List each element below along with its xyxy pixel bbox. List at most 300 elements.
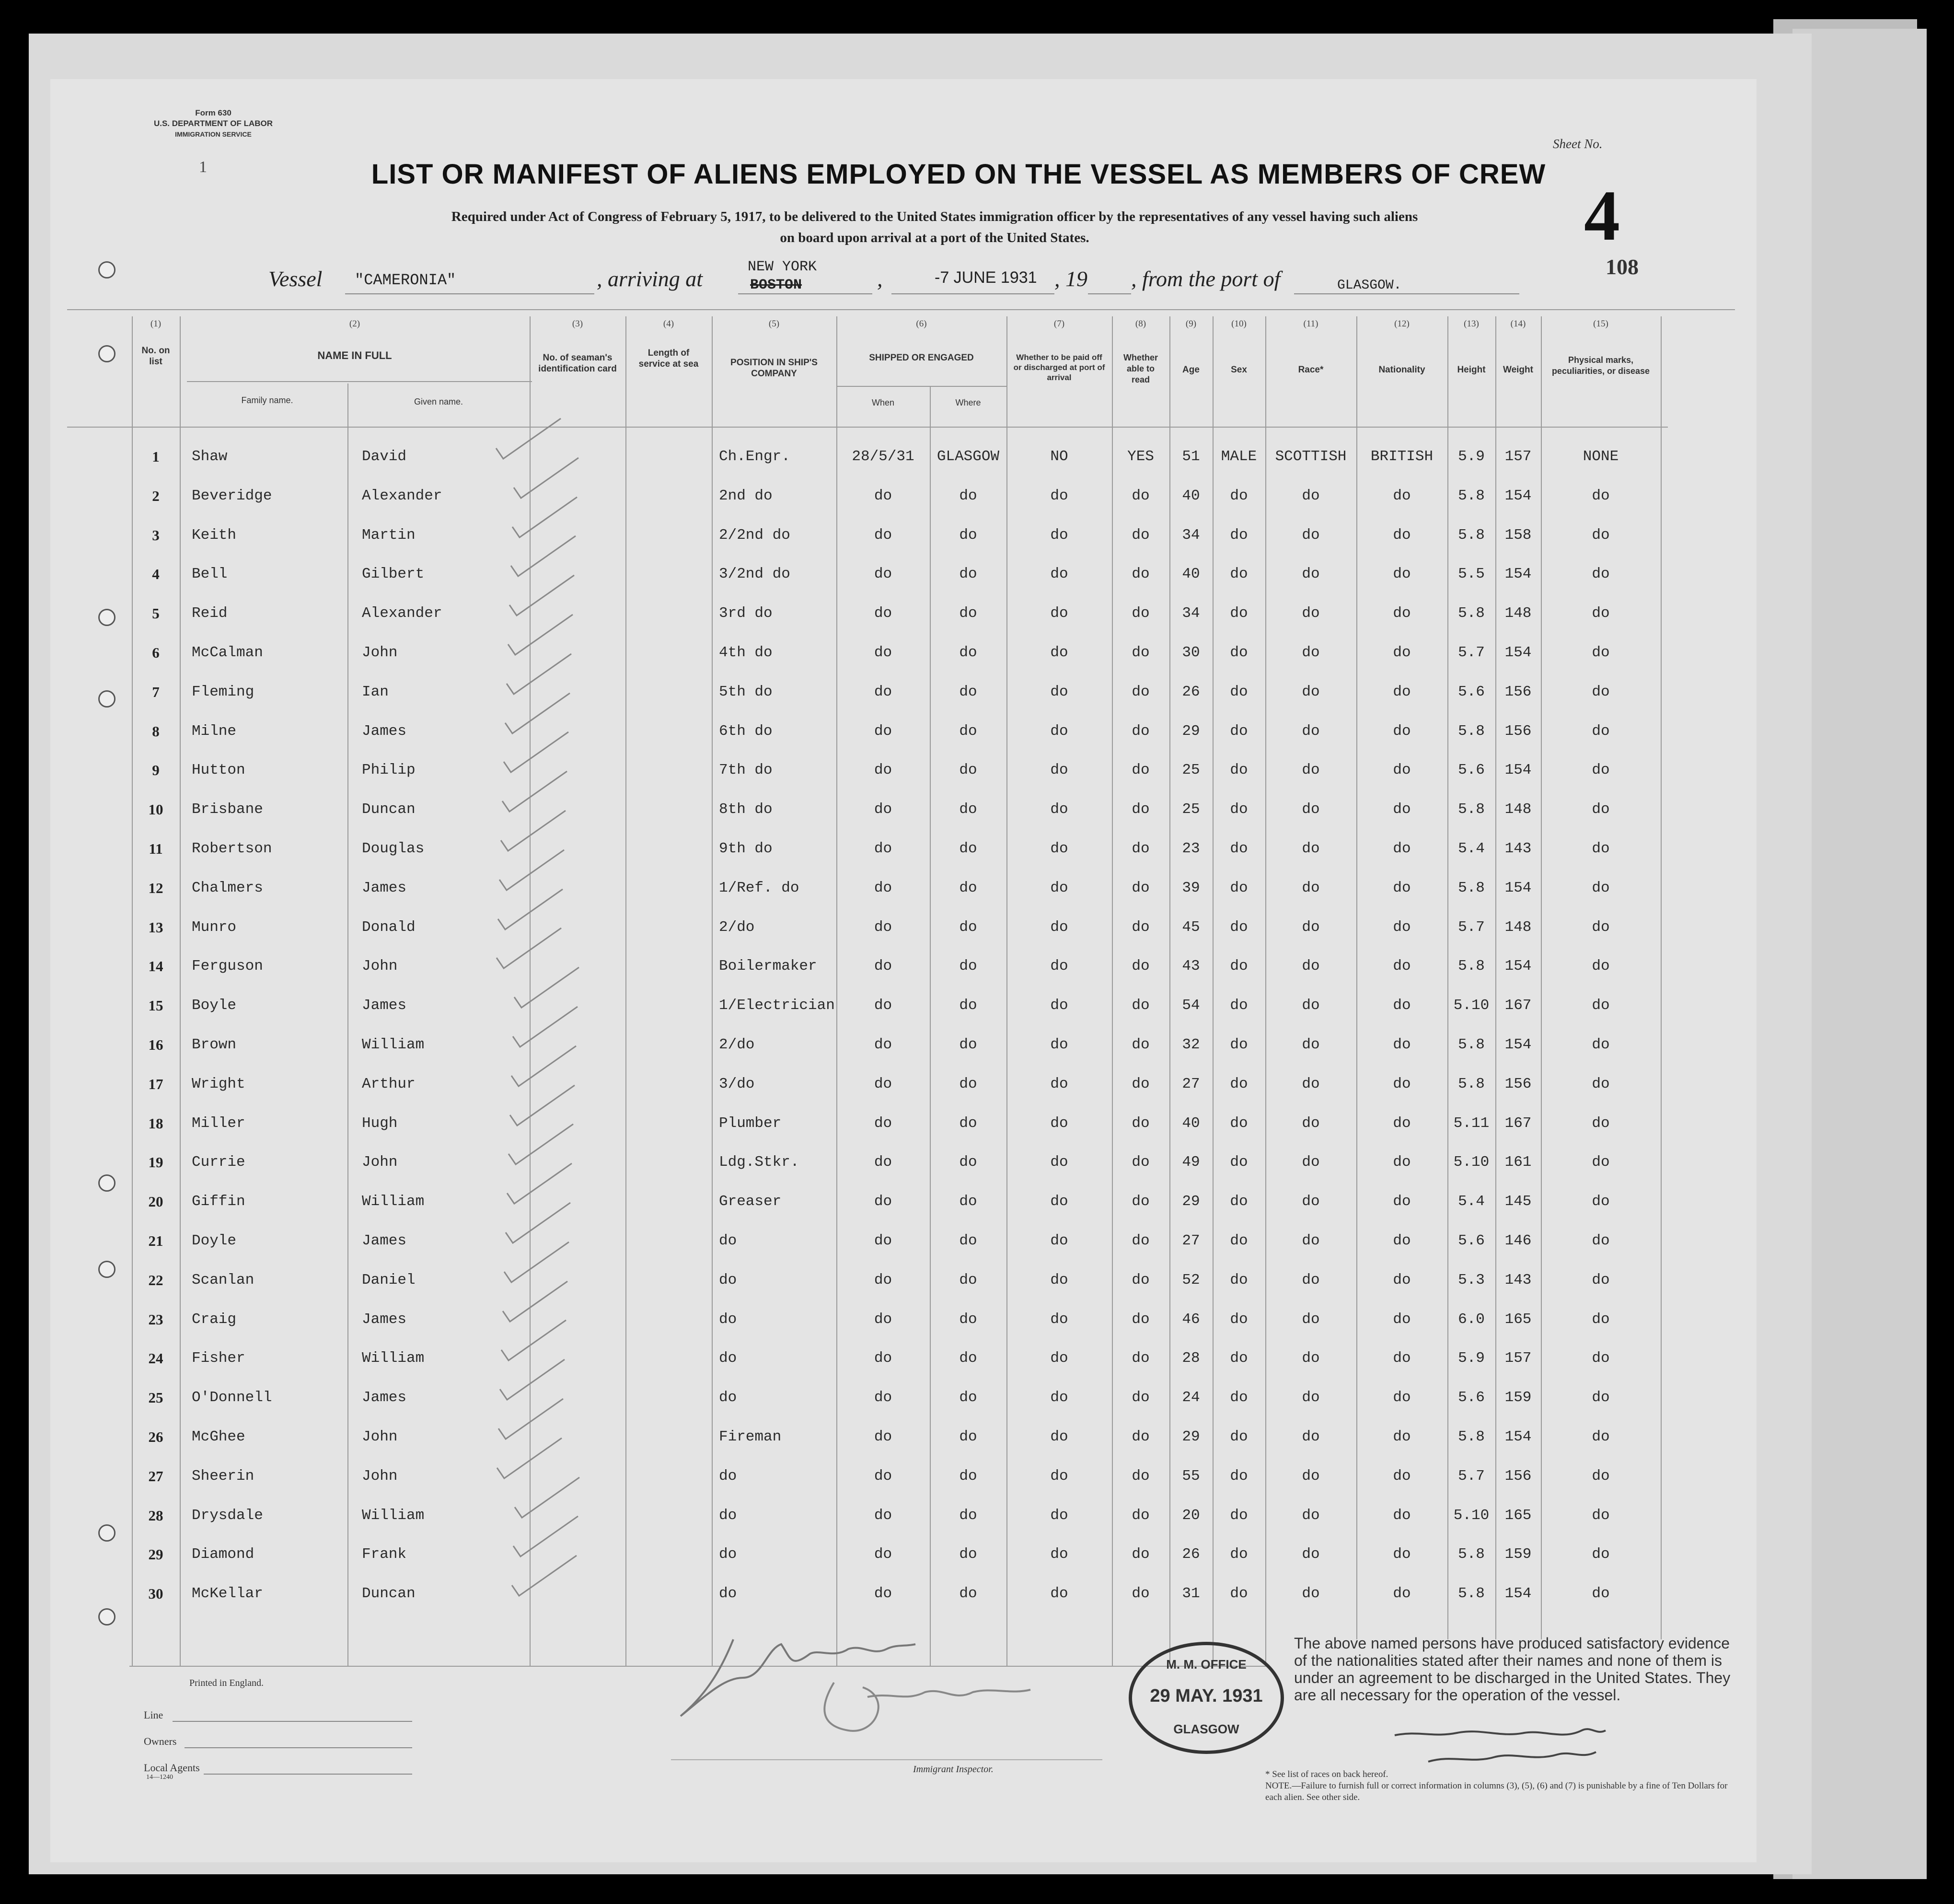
family-name: Shaw <box>192 448 228 465</box>
table-row <box>0 1272 1954 1311</box>
family-name: Brisbane <box>192 801 263 818</box>
height: 5.5 <box>1458 566 1485 583</box>
given-name: Hugh <box>362 1115 398 1132</box>
vessel-label: Vessel <box>268 267 323 291</box>
column-subheader-where: Where <box>955 398 981 407</box>
given-name: William <box>362 1350 425 1367</box>
physical-marks: do <box>1592 1389 1610 1406</box>
vessel-underline <box>345 293 594 294</box>
family-name: Boyle <box>192 997 237 1014</box>
sex: do <box>1230 1350 1248 1367</box>
family-name: McCalman <box>192 644 263 661</box>
weight: 157 <box>1504 448 1532 465</box>
position: do <box>719 1467 737 1485</box>
age: 23 <box>1182 840 1200 857</box>
weight: 154 <box>1504 644 1532 661</box>
comma-separator: , <box>877 267 883 291</box>
age: 20 <box>1182 1507 1200 1524</box>
paid-off: do <box>1050 1546 1068 1563</box>
weight: 143 <box>1504 1271 1532 1289</box>
sex: do <box>1230 644 1248 661</box>
shipped-when: do <box>874 1193 892 1210</box>
able-to-read: do <box>1132 1311 1150 1328</box>
row-number: 14 <box>148 958 163 975</box>
nationality: do <box>1393 801 1411 818</box>
column-header-name: NAME IN FULL <box>317 349 392 361</box>
column-number: (12) <box>1394 319 1410 329</box>
inspector-underline <box>671 1759 1102 1760</box>
able-to-read: do <box>1132 683 1150 700</box>
sex: do <box>1230 683 1248 700</box>
position: 2/do <box>719 1036 755 1053</box>
column-header-height: Height <box>1457 365 1486 375</box>
shipped-where: do <box>959 762 977 779</box>
shipped-when: do <box>874 1350 892 1367</box>
sex: do <box>1230 526 1248 544</box>
shipped-where: do <box>959 1193 977 1210</box>
given-name: John <box>362 1467 398 1485</box>
column-number: (15) <box>1593 319 1608 329</box>
given-name: James <box>362 1311 407 1328</box>
table-row <box>0 684 1954 723</box>
column-header-shipped: SHIPPED OR ENGAGED <box>869 353 974 363</box>
race: do <box>1302 1546 1320 1563</box>
weight: 159 <box>1504 1389 1532 1406</box>
grid-line <box>67 427 1668 428</box>
age: 26 <box>1182 1546 1200 1563</box>
given-name: Donald <box>362 918 416 936</box>
physical-marks: do <box>1592 487 1610 504</box>
able-to-read: do <box>1132 1075 1150 1092</box>
paid-off: do <box>1050 1115 1068 1132</box>
able-to-read: do <box>1132 1350 1150 1367</box>
paid-off: do <box>1050 801 1068 818</box>
race: do <box>1302 1467 1320 1485</box>
race: do <box>1302 997 1320 1014</box>
able-to-read: do <box>1132 762 1150 779</box>
family-name: Craig <box>192 1311 237 1328</box>
shipped-when: do <box>874 1585 892 1602</box>
sex: do <box>1230 605 1248 622</box>
physical-marks: do <box>1592 605 1610 622</box>
form-identifier <box>134 108 292 139</box>
department-name: U.S. DEPARTMENT OF LABOR <box>153 119 273 128</box>
family-name: Reid <box>192 605 228 622</box>
given-name: James <box>362 1232 407 1249</box>
row-number: 19 <box>148 1154 163 1171</box>
shipped-where: do <box>959 1115 977 1132</box>
position: 2/2nd do <box>719 526 790 544</box>
position: 8th do <box>719 801 773 818</box>
table-row <box>0 880 1954 919</box>
height: 5.8 <box>1458 1075 1485 1092</box>
column-number: (6) <box>916 319 927 329</box>
service-name: IMMIGRATION SERVICE <box>175 130 252 138</box>
shipped-where: do <box>959 1467 977 1485</box>
owners-underline <box>185 1747 412 1748</box>
shipped-where: do <box>959 1428 977 1445</box>
column-number: (14) <box>1510 319 1526 329</box>
inspector-signature <box>666 1620 1078 1745</box>
nationality: do <box>1393 1467 1411 1485</box>
able-to-read: do <box>1132 644 1150 661</box>
row-number: 8 <box>152 722 160 740</box>
physical-marks: do <box>1592 1193 1610 1210</box>
physical-marks: do <box>1592 1311 1610 1328</box>
row-number: 13 <box>148 918 163 936</box>
sheet-label: Sheet No. <box>1553 137 1603 151</box>
row-number: 11 <box>149 840 163 857</box>
paid-off: do <box>1050 1232 1068 1249</box>
family-name: Diamond <box>192 1546 254 1563</box>
row-number: 7 <box>152 683 160 700</box>
race: do <box>1302 722 1320 740</box>
age: 43 <box>1182 958 1200 975</box>
shipped-when: do <box>874 1467 892 1485</box>
nationality: do <box>1393 1585 1411 1602</box>
nationality: do <box>1393 958 1411 975</box>
shipped-when: do <box>874 801 892 818</box>
nationality: do <box>1393 1546 1411 1563</box>
punch-hole <box>98 345 116 362</box>
table-row <box>0 1193 1954 1232</box>
officer-signature <box>1390 1716 1658 1774</box>
shipped-when: do <box>874 1428 892 1445</box>
shipped-when: do <box>874 840 892 857</box>
shipped-when: do <box>874 1546 892 1563</box>
subtitle-line-1: Required under Act of Congress of February 5, 1917, to be delivered to the United States immigration officer by the representatives of any vessel having such aliens <box>451 209 1418 224</box>
column-number: (1) <box>150 319 162 329</box>
check-mark-icon <box>509 1552 581 1604</box>
position: 4th do <box>719 644 773 661</box>
weight: 148 <box>1504 918 1532 936</box>
sex: do <box>1230 879 1248 896</box>
height: 5.8 <box>1458 958 1485 975</box>
table-row <box>0 448 1954 488</box>
subtitle-line-2: on board upon arrival at a port of the United States. <box>780 230 1089 245</box>
given-name: Gilbert <box>362 566 425 583</box>
shipped-when: do <box>874 566 892 583</box>
height: 5.4 <box>1458 1193 1485 1210</box>
local-agents-label: Local Agents <box>144 1762 200 1774</box>
column-header-paid-off: Whether to be paid off or discharged at port of arrival <box>1013 353 1105 382</box>
able-to-read: do <box>1132 1115 1150 1132</box>
able-to-read: do <box>1132 566 1150 583</box>
paid-off: do <box>1050 762 1068 779</box>
port-underline <box>738 293 872 294</box>
height: 5.9 <box>1458 448 1485 465</box>
table-row <box>0 566 1954 605</box>
sex: do <box>1230 566 1248 583</box>
shipped-where: do <box>959 644 977 661</box>
physical-marks: do <box>1592 1507 1610 1524</box>
nationality: do <box>1393 566 1411 583</box>
sex: do <box>1230 997 1248 1014</box>
physical-marks: do <box>1592 918 1610 936</box>
physical-marks: do <box>1592 1546 1610 1563</box>
age: 46 <box>1182 1311 1200 1328</box>
footnotes <box>1265 1769 1740 1803</box>
nationality: BRITISH <box>1370 448 1434 465</box>
line-underline <box>173 1721 412 1722</box>
from-port-underline <box>1294 293 1519 294</box>
sex: do <box>1230 1193 1248 1210</box>
height: 5.8 <box>1458 526 1485 544</box>
nationality: do <box>1393 997 1411 1014</box>
shipped-when: do <box>874 1036 892 1053</box>
race: do <box>1302 1350 1320 1367</box>
weight: 158 <box>1504 526 1532 544</box>
column-number: (4) <box>663 319 674 329</box>
row-number: 5 <box>152 605 160 622</box>
given-name: Douglas <box>362 840 425 857</box>
year-underline <box>1088 293 1131 294</box>
table-row <box>0 997 1954 1036</box>
family-name: McGhee <box>192 1428 245 1445</box>
race: do <box>1302 801 1320 818</box>
table-row <box>0 1036 1954 1076</box>
sex: do <box>1230 1311 1248 1328</box>
column-header-race: Race* <box>1298 365 1324 375</box>
family-name: Robertson <box>192 840 272 857</box>
sex: do <box>1230 1428 1248 1445</box>
race-footnote: * See list of races on back hereof. <box>1265 1769 1388 1779</box>
table-row <box>0 1154 1954 1193</box>
paid-off: do <box>1050 1585 1068 1602</box>
shipped-where: do <box>959 683 977 700</box>
physical-marks: do <box>1592 526 1610 544</box>
race: do <box>1302 644 1320 661</box>
position: do <box>719 1232 737 1249</box>
height: 5.6 <box>1458 1389 1485 1406</box>
weight: 154 <box>1504 1585 1532 1602</box>
nationality: do <box>1393 1115 1411 1132</box>
given-name: William <box>362 1036 425 1053</box>
weight: 161 <box>1504 1154 1532 1171</box>
paid-off: do <box>1050 683 1068 700</box>
row-number: 4 <box>152 566 160 583</box>
age: 30 <box>1182 644 1200 661</box>
family-name: Hutton <box>192 762 245 779</box>
family-name: Giffin <box>192 1193 245 1210</box>
race: do <box>1302 683 1320 700</box>
grid-line <box>836 386 1006 387</box>
printed-note: Printed in England. <box>189 1678 264 1688</box>
column-subheader-when: When <box>871 398 895 407</box>
weight: 154 <box>1504 762 1532 779</box>
column-header-service: Length of service at sea <box>638 348 699 369</box>
weight: 159 <box>1504 1546 1532 1563</box>
inspector-caption: Immigrant Inspector. <box>913 1764 994 1775</box>
weight: 154 <box>1504 566 1532 583</box>
physical-marks: do <box>1592 1467 1610 1485</box>
shipped-when: do <box>874 683 892 700</box>
given-name: Frank <box>362 1546 407 1563</box>
sex: do <box>1230 801 1248 818</box>
physical-marks: do <box>1592 1115 1610 1132</box>
able-to-read: do <box>1132 1154 1150 1171</box>
physical-marks: do <box>1592 644 1610 661</box>
age: 52 <box>1182 1271 1200 1289</box>
age: 51 <box>1182 448 1200 465</box>
shipped-where: do <box>959 1507 977 1524</box>
position: Greaser <box>719 1193 782 1210</box>
table-row <box>0 919 1954 958</box>
table-row <box>0 1232 1954 1272</box>
height: 5.3 <box>1458 1271 1485 1289</box>
age: 24 <box>1182 1389 1200 1406</box>
height: 5.8 <box>1458 1036 1485 1053</box>
table-row <box>0 1076 1954 1115</box>
able-to-read: do <box>1132 487 1150 504</box>
given-name: David <box>362 448 407 465</box>
weight: 167 <box>1504 997 1532 1014</box>
row-number: 26 <box>148 1428 163 1445</box>
column-header-age: Age <box>1182 365 1200 375</box>
physical-marks: do <box>1592 722 1610 740</box>
row-number: 6 <box>152 644 160 661</box>
shipped-where: do <box>959 918 977 936</box>
physical-marks: do <box>1592 1036 1610 1053</box>
shipped-where: do <box>959 566 977 583</box>
margin-mark: 1 <box>199 158 207 176</box>
nationality: do <box>1393 1232 1411 1249</box>
row-number: 10 <box>148 801 163 818</box>
shipped-where: do <box>959 1311 977 1328</box>
nationality: do <box>1393 722 1411 740</box>
column-subheader-given: Given name. <box>414 397 463 406</box>
table-row <box>0 1115 1954 1154</box>
shipped-where: do <box>959 958 977 975</box>
able-to-read: do <box>1132 840 1150 857</box>
race: do <box>1302 1154 1320 1171</box>
shipped-where: do <box>959 1271 977 1289</box>
agents-code: 14—1240 <box>146 1774 173 1781</box>
paid-off: do <box>1050 918 1068 936</box>
physical-marks: do <box>1592 997 1610 1014</box>
height: 5.8 <box>1458 1546 1485 1563</box>
nationality: do <box>1393 1036 1411 1053</box>
shipped-when: do <box>874 1311 892 1328</box>
table-row <box>0 1389 1954 1428</box>
age: 55 <box>1182 1467 1200 1485</box>
race: do <box>1302 605 1320 622</box>
sex: do <box>1230 762 1248 779</box>
race: do <box>1302 1271 1320 1289</box>
row-number: 9 <box>152 762 160 779</box>
race: do <box>1302 879 1320 896</box>
weight: 154 <box>1504 958 1532 975</box>
table-row <box>0 801 1954 840</box>
agents-underline <box>204 1774 412 1775</box>
paid-off: do <box>1050 879 1068 896</box>
able-to-read: do <box>1132 1585 1150 1602</box>
table-row <box>0 1546 1954 1585</box>
weight: 154 <box>1504 487 1532 504</box>
shipped-when: do <box>874 487 892 504</box>
nationality: do <box>1393 487 1411 504</box>
from-port-label: , from the port of <box>1131 267 1281 291</box>
row-number: 18 <box>148 1115 163 1132</box>
shipped-when: do <box>874 1154 892 1171</box>
family-name: Fleming <box>192 683 254 700</box>
height: 5.7 <box>1458 918 1485 936</box>
paid-off: do <box>1050 605 1068 622</box>
age: 34 <box>1182 605 1200 622</box>
position: 5th do <box>719 683 773 700</box>
arrival-port-struck: BOSTON <box>750 277 802 293</box>
nationality: do <box>1393 605 1411 622</box>
paid-off: do <box>1050 997 1068 1014</box>
nationality: do <box>1393 644 1411 661</box>
table-row <box>0 488 1954 527</box>
grid-line <box>187 381 532 382</box>
age: 32 <box>1182 1036 1200 1053</box>
given-name: James <box>362 997 407 1014</box>
sex: do <box>1230 840 1248 857</box>
paid-off: do <box>1050 644 1068 661</box>
shipped-where: do <box>959 487 977 504</box>
shipped-when: do <box>874 1075 892 1092</box>
sex: do <box>1230 1271 1248 1289</box>
nationality: do <box>1393 1428 1411 1445</box>
stamp-date: 29 MAY. 1931 <box>1150 1686 1263 1706</box>
position: do <box>719 1389 737 1406</box>
year-label: , 19 <box>1054 267 1087 291</box>
able-to-read: do <box>1132 1546 1150 1563</box>
shipped-when: do <box>874 879 892 896</box>
race: do <box>1302 487 1320 504</box>
row-number: 22 <box>148 1271 163 1289</box>
column-number: (9) <box>1185 319 1197 329</box>
height: 5.8 <box>1458 722 1485 740</box>
height: 5.7 <box>1458 644 1485 661</box>
table-row <box>0 1507 1954 1546</box>
able-to-read: do <box>1132 1036 1150 1053</box>
form-number: Form 630 <box>195 108 231 117</box>
able-to-read: do <box>1132 1428 1150 1445</box>
family-name: Wright <box>192 1075 245 1092</box>
family-name: Currie <box>192 1154 245 1171</box>
age: 25 <box>1182 762 1200 779</box>
weight: 148 <box>1504 801 1532 818</box>
able-to-read: do <box>1132 605 1150 622</box>
given-name: Martin <box>362 526 416 544</box>
grid-line <box>67 309 1735 310</box>
position: 1/Electrician <box>719 997 835 1014</box>
shipped-when: do <box>874 1389 892 1406</box>
position: Fireman <box>719 1428 782 1445</box>
race: do <box>1302 1075 1320 1092</box>
physical-marks: do <box>1592 762 1610 779</box>
vessel-name: "CAMERONIA" <box>355 271 456 289</box>
race: do <box>1302 1428 1320 1445</box>
nationality: do <box>1393 762 1411 779</box>
column-number: (11) <box>1303 319 1318 329</box>
shipped-where: do <box>959 1350 977 1367</box>
row-number: 30 <box>148 1585 163 1602</box>
given-name: John <box>362 958 398 975</box>
position: 7th do <box>719 762 773 779</box>
column-header-no-on-list: No. on list <box>141 346 170 367</box>
column-header-weight: Weight <box>1503 365 1533 375</box>
weight: 146 <box>1504 1232 1532 1249</box>
height: 5.8 <box>1458 487 1485 504</box>
age: 49 <box>1182 1154 1200 1171</box>
given-name: John <box>362 1428 398 1445</box>
age: 26 <box>1182 683 1200 700</box>
able-to-read: do <box>1132 1193 1150 1210</box>
